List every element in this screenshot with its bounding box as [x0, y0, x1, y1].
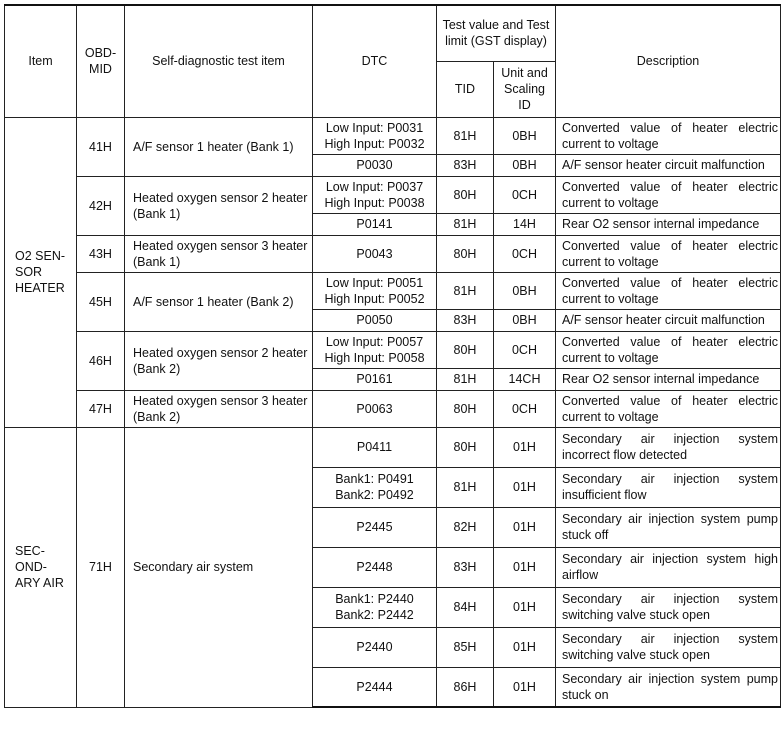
dtc-cell: Bank1: P2440 Bank2: P2442: [313, 587, 437, 627]
unit-scaling-cell: 0CH: [494, 331, 556, 368]
description-cell: A/F sensor heater circuit malfunction: [556, 154, 781, 176]
description-cell: A/F sensor heater circuit malfunction: [556, 309, 781, 331]
obd-mid-cell: 47H: [77, 390, 125, 427]
unit-scaling-cell: 0CH: [494, 390, 556, 427]
obd-mid-cell: 71H: [77, 427, 125, 707]
tid-cell: 81H: [437, 467, 494, 507]
table-row: [5, 117, 781, 154]
tid-cell: 81H: [437, 368, 494, 390]
test-item-cell: A/F sensor 1 heater (Bank 2): [125, 272, 313, 331]
dtc-cell: P0063: [313, 390, 437, 427]
unit-scaling-cell: 0BH: [494, 309, 556, 331]
unit-scaling-cell: 01H: [494, 587, 556, 627]
dtc-cell: P0141: [313, 213, 437, 235]
unit-scaling-cell: 0BH: [494, 272, 556, 309]
dtc-cell: P0030: [313, 154, 437, 176]
description-cell: Secondary air injection system insufficient flow: [556, 467, 781, 507]
description-cell: Converted value of heater electric current to voltage: [556, 390, 781, 427]
description-cell: Converted value of heater electric current to voltage: [556, 331, 781, 368]
tid-cell: 84H: [437, 587, 494, 627]
description-cell: Converted value of heater electric current to voltage: [556, 235, 781, 272]
test-item-cell: Heated oxygen sensor 3 heater (Bank 2): [125, 390, 313, 427]
test-item-cell: Heated oxygen sensor 2 heater (Bank 2): [125, 331, 313, 390]
description-cell: Rear O2 sensor internal impedance: [556, 213, 781, 235]
unit-scaling-cell: 01H: [494, 427, 556, 467]
unit-scaling-cell: 01H: [494, 507, 556, 547]
dtc-cell: P2448: [313, 547, 437, 587]
unit-scaling-cell: 0BH: [494, 154, 556, 176]
header-test-value: Test value and Test limit (GST display): [437, 5, 556, 61]
obd-mid-cell: 43H: [77, 235, 125, 272]
dtc-cell: Bank1: P0491 Bank2: P0492: [313, 467, 437, 507]
description-cell: Secondary air injection system pump stuck off: [556, 507, 781, 547]
unit-scaling-cell: 01H: [494, 467, 556, 507]
table-row: [5, 390, 781, 427]
tid-cell: 86H: [437, 667, 494, 707]
item-cell: SEC- OND- ARY AIR: [5, 427, 77, 707]
description-cell: Rear O2 sensor internal impedance: [556, 368, 781, 390]
obd-mid-cell: 45H: [77, 272, 125, 331]
unit-scaling-cell: 0CH: [494, 235, 556, 272]
dtc-cell: P0043: [313, 235, 437, 272]
obd-mid-cell: 42H: [77, 176, 125, 235]
tid-cell: 81H: [437, 117, 494, 154]
table-row: [5, 272, 781, 309]
dtc-cell: P0050: [313, 309, 437, 331]
tid-cell: 82H: [437, 507, 494, 547]
header-tid: TID: [437, 61, 494, 117]
table-row: [5, 235, 781, 272]
header-dtc: DTC: [313, 5, 437, 117]
tid-cell: 80H: [437, 235, 494, 272]
test-item-cell: Heated oxygen sensor 2 heater (Bank 1): [125, 176, 313, 235]
tid-cell: 81H: [437, 272, 494, 309]
test-item-cell: A/F sensor 1 heater (Bank 1): [125, 117, 313, 176]
dtc-cell: P2444: [313, 667, 437, 707]
tid-cell: 80H: [437, 390, 494, 427]
tid-cell: 80H: [437, 427, 494, 467]
unit-scaling-cell: 01H: [494, 547, 556, 587]
obd-mid-cell: 41H: [77, 117, 125, 176]
description-cell: Secondary air injection system high airflow: [556, 547, 781, 587]
unit-scaling-cell: 14H: [494, 213, 556, 235]
dtc-cell: Low Input: P0031 High Input: P0032: [313, 117, 437, 154]
dtc-cell: Low Input: P0037 High Input: P0038: [313, 176, 437, 213]
test-item-cell: Secondary air system: [125, 427, 313, 707]
obd-test-value-table: [4, 4, 781, 708]
unit-scaling-cell: 0BH: [494, 117, 556, 154]
tid-cell: 80H: [437, 331, 494, 368]
unit-scaling-cell: 01H: [494, 667, 556, 707]
tid-cell: 83H: [437, 547, 494, 587]
description-cell: Converted value of heater electric current to voltage: [556, 176, 781, 213]
tid-cell: 85H: [437, 627, 494, 667]
tid-cell: 83H: [437, 154, 494, 176]
dtc-cell: Low Input: P0057 High Input: P0058: [313, 331, 437, 368]
table-row: [5, 176, 781, 213]
table-row: [5, 331, 781, 368]
unit-scaling-cell: 01H: [494, 627, 556, 667]
header-item: Item: [5, 5, 77, 117]
description-cell: Secondary air injection system switching valve stuck open: [556, 627, 781, 667]
description-cell: Converted value of heater electric current to voltage: [556, 117, 781, 154]
description-cell: Converted value of heater electric current to voltage: [556, 272, 781, 309]
unit-scaling-cell: 14CH: [494, 368, 556, 390]
description-cell: Secondary air injection system incorrect flow detected: [556, 427, 781, 467]
dtc-cell: P2440: [313, 627, 437, 667]
obd-mid-cell: 46H: [77, 331, 125, 390]
unit-scaling-cell: 0CH: [494, 176, 556, 213]
table-row: [5, 427, 781, 467]
tid-cell: 83H: [437, 309, 494, 331]
test-item-cell: Heated oxygen sensor 3 heater (Bank 1): [125, 235, 313, 272]
tid-cell: 80H: [437, 176, 494, 213]
dtc-cell: P0411: [313, 427, 437, 467]
header-test-item: Self-diagnostic test item: [125, 5, 313, 117]
header-description: Description: [556, 5, 781, 117]
item-cell: O2 SEN- SOR HEATER: [5, 117, 77, 427]
dtc-cell: P2445: [313, 507, 437, 547]
header-obd-mid: OBD- MID: [77, 5, 125, 117]
description-cell: Secondary air injection system pump stuck on: [556, 667, 781, 707]
header-unit-scaling: Unit and Scaling ID: [494, 61, 556, 117]
description-cell: Secondary air injection system switching valve stuck open: [556, 587, 781, 627]
table-body: [5, 117, 781, 707]
dtc-cell: Low Input: P0051 High Input: P0052: [313, 272, 437, 309]
dtc-cell: P0161: [313, 368, 437, 390]
tid-cell: 81H: [437, 213, 494, 235]
